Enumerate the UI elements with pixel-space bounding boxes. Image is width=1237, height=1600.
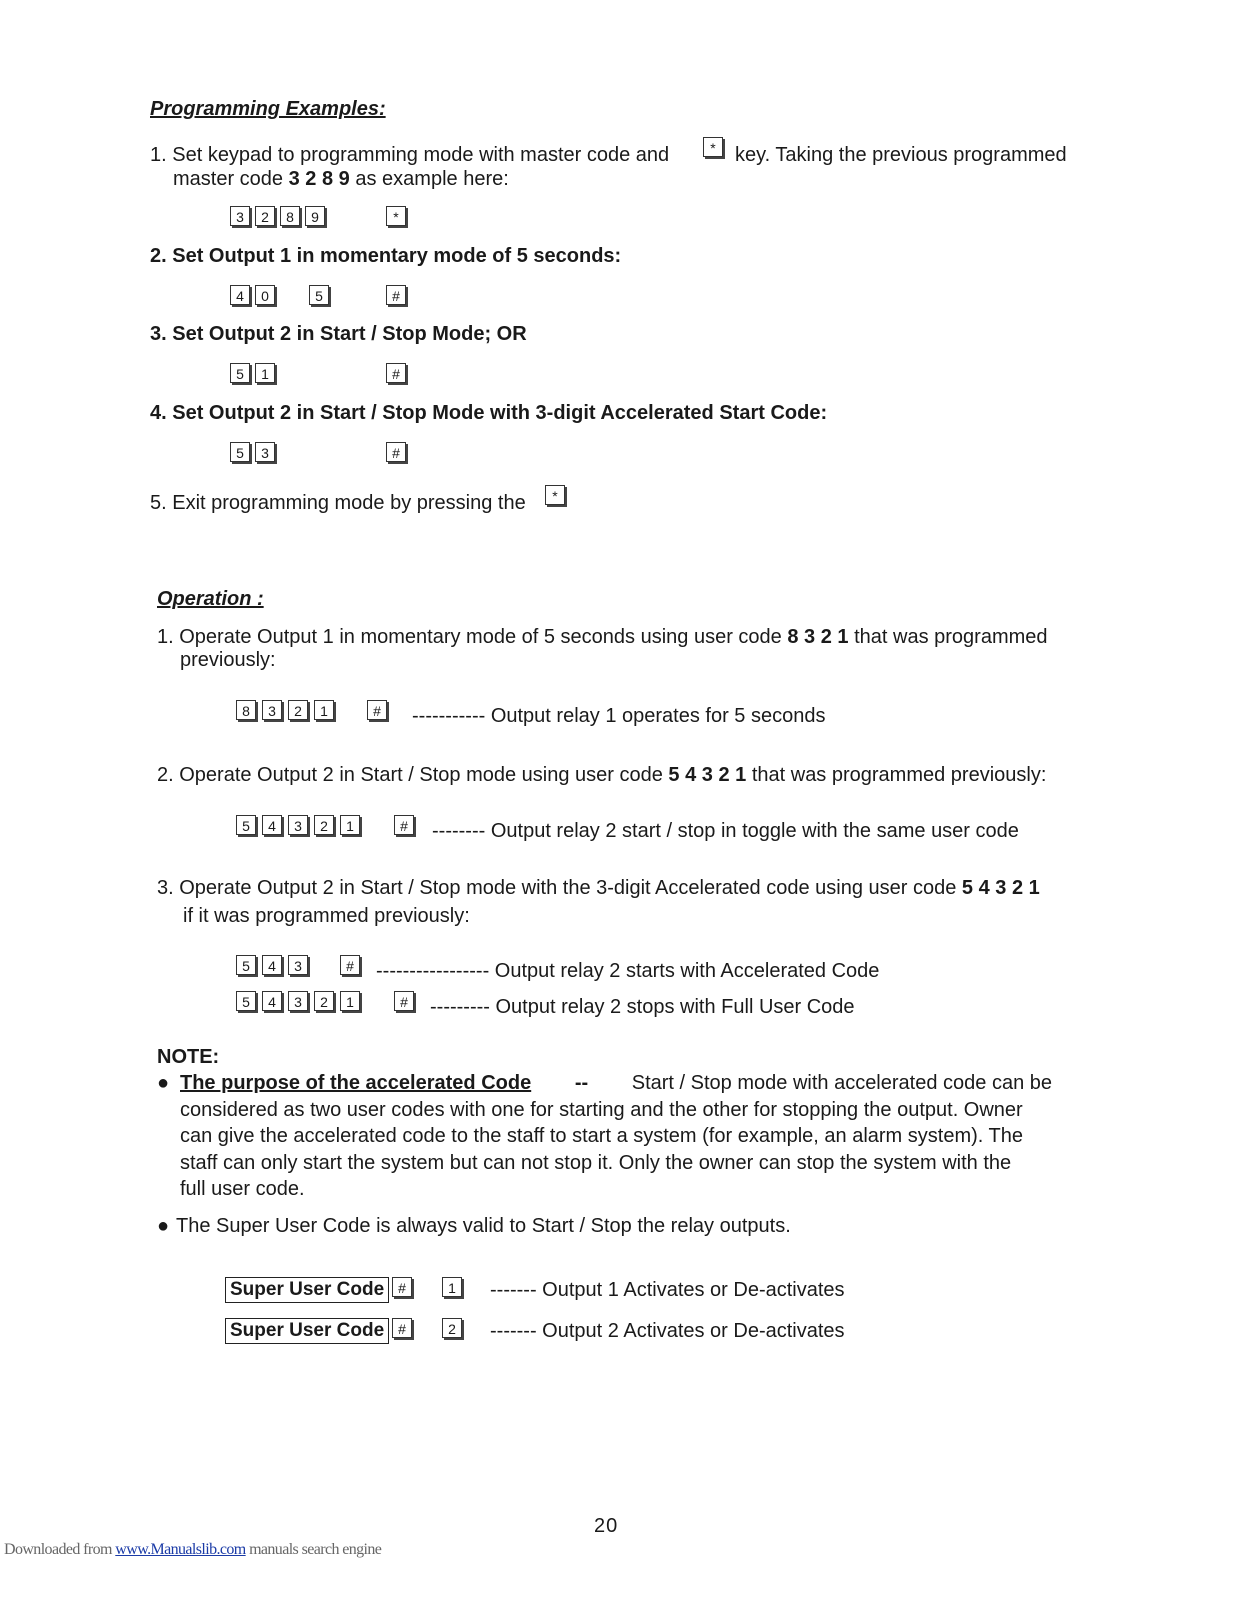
op3-result-a: ----------------- Output relay 2 starts with Accelerated Code	[376, 960, 880, 982]
key-5-icon: 5	[309, 285, 329, 305]
hash-key-icon: #	[340, 955, 360, 975]
op2-text: 2. Operate Output 2 in Start / Stop mode using user code 5 4 3 2 1 that was programmed previously:	[157, 764, 1047, 786]
key-2-icon: 2	[314, 815, 334, 835]
programming-heading: Programming Examples:	[150, 98, 386, 120]
super1-result: ------- Output 1 Activates or De-activates	[490, 1279, 845, 1301]
key-3-icon: 3	[262, 700, 282, 720]
key-5-icon: 5	[236, 815, 256, 835]
step1-text-a: 1. Set keypad to programming mode with master code and	[150, 144, 670, 166]
bullet2-text: The Super User Code is always valid to Start / Stop the relay outputs.	[176, 1215, 791, 1237]
bullet1-line5: full user code.	[180, 1178, 305, 1200]
footer-prefix: Downloaded from	[4, 1541, 112, 1558]
key-3-icon: 3	[288, 991, 308, 1011]
key-1-icon: 1	[442, 1277, 462, 1297]
key-1-icon: 1	[255, 363, 275, 383]
hash-key-icon: #	[394, 815, 414, 835]
key-1-icon: 1	[314, 700, 334, 720]
hash-key-icon: #	[392, 1318, 412, 1338]
star-key-icon: *	[545, 485, 565, 505]
key-4-icon: 4	[262, 955, 282, 975]
key-2-icon: 2	[314, 991, 334, 1011]
key-3-icon: 3	[255, 442, 275, 462]
hash-key-icon: #	[367, 700, 387, 720]
hash-key-icon: #	[386, 285, 406, 305]
step1-text-b: key. Taking the previous programmed	[735, 144, 1067, 166]
key-2-icon: 2	[288, 700, 308, 720]
bullet-icon: ●	[157, 1072, 170, 1094]
manualslib-link[interactable]: www.Manualslib.com	[115, 1541, 246, 1558]
op1-text-c: previously:	[180, 649, 276, 671]
key-5-icon: 5	[230, 442, 250, 462]
op2-result: -------- Output relay 2 start / stop in toggle with the same user code	[432, 820, 1019, 842]
op3-text: 3. Operate Output 2 in Start / Stop mode with the 3-digit Accelerated code using user code 5 4 3 2 1	[157, 877, 1040, 899]
key-1-icon: 1	[340, 815, 360, 835]
key-4-icon: 4	[262, 815, 282, 835]
step5-text: 5. Exit programming mode by pressing the	[150, 492, 526, 514]
hash-key-icon: #	[394, 991, 414, 1011]
key-4-icon: 4	[230, 285, 250, 305]
star-key-icon: *	[386, 206, 406, 226]
hash-key-icon: #	[386, 442, 406, 462]
key-5-icon: 5	[236, 955, 256, 975]
star-key-icon: *	[703, 137, 723, 157]
super-user-code-box: Super User Code	[225, 1318, 389, 1344]
step1-text-c: master code 3 2 8 9 as example here:	[173, 168, 509, 190]
bullet1-line2: considered as two user codes with one for starting and the other for stopping the output. Owner	[180, 1099, 1023, 1121]
op1-result: ----------- Output relay 1 operates for 5 seconds	[412, 705, 826, 727]
bullet1-first-line: The purpose of the accelerated Code -- Start / Stop mode with accelerated code can be	[180, 1072, 1052, 1094]
key-2-icon: 2	[442, 1318, 462, 1338]
key-3-icon: 3	[288, 815, 308, 835]
key-3-icon: 3	[288, 955, 308, 975]
key-0-icon: 0	[255, 285, 275, 305]
step2-text: 2. Set Output 1 in momentary mode of 5 seconds:	[150, 245, 622, 267]
super2-result: ------- Output 2 Activates or De-activates	[490, 1320, 845, 1342]
key-5-icon: 5	[236, 991, 256, 1011]
page-number: 20	[594, 1515, 619, 1537]
step3-text: 3. Set Output 2 in Start / Stop Mode; OR	[150, 323, 527, 345]
hash-key-icon: #	[392, 1277, 412, 1297]
bullet1-line4: staff can only start the system but can not stop it. Only the owner can stop the system with the	[180, 1152, 1012, 1174]
key-3-icon: 3	[230, 206, 250, 226]
bullet-icon: ●	[157, 1215, 170, 1237]
key-9-icon: 9	[305, 206, 325, 226]
key-1-icon: 1	[340, 991, 360, 1011]
key-2-icon: 2	[255, 206, 275, 226]
key-4-icon: 4	[262, 991, 282, 1011]
super-user-code-box: Super User Code	[225, 1277, 389, 1303]
hash-key-icon: #	[386, 363, 406, 383]
op3-result-b: --------- Output relay 2 stops with Full User Code	[430, 996, 855, 1018]
key-8-icon: 8	[280, 206, 300, 226]
note-label: NOTE:	[157, 1046, 220, 1068]
operation-heading: Operation :	[157, 588, 264, 610]
op1-text: 1. Operate Output 1 in momentary mode of 5 seconds using user code 8 3 2 1 that was programmed	[157, 626, 1048, 648]
op3-text-b: if it was programmed previously:	[183, 905, 470, 927]
step4-text: 4. Set Output 2 in Start / Stop Mode with 3-digit Accelerated Start Code:	[150, 402, 828, 424]
footer	[4, 1541, 381, 1559]
key-8-icon: 8	[236, 700, 256, 720]
footer-suffix: manuals search engine	[249, 1541, 382, 1558]
bullet1-line3: can give the accelerated code to the staff to start a system (for example, an alarm system). The	[180, 1125, 1023, 1147]
key-5-icon: 5	[230, 363, 250, 383]
